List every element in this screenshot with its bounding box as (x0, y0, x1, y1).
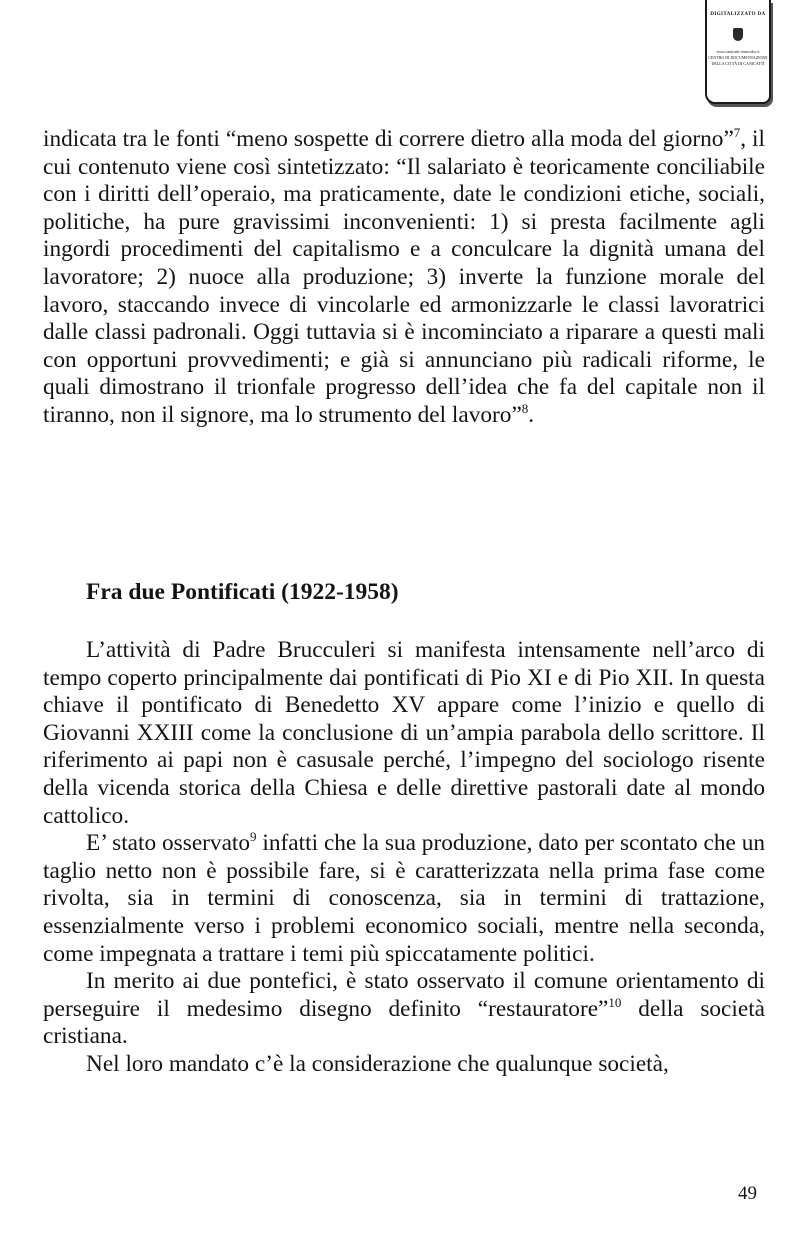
paragraph (43, 968, 765, 1051)
digitization-stamp (705, 0, 771, 104)
stamp-center-name: CENTRO DI DOCUMENTAZIONE (708, 55, 768, 60)
section-heading: Fra due Pontificati (1922-1958) (86, 579, 399, 605)
paragraph-text: In merito ai due pontefici, è stato osservato il comune orientamento di perseguire il medesimo disegno definito “restauratore” (43, 968, 765, 1022)
footnote-ref-7: 7 (733, 125, 741, 141)
section-body (43, 637, 765, 1079)
paragraph: Nel loro mandato c’è la considerazione che qualunque società, (86, 1050, 669, 1077)
paragraph-text: E’ stato osservato (86, 830, 251, 857)
paragraph (43, 830, 765, 968)
paragraph: L’attività di Padre Brucculeri si manifesta intensamente nell’arco di tempo coperto principalmente dai pontificati di Pio XI e di Pio XII. In questa chiave il pontificato di Benedetto XV appare come l’inizio e quello di Giovanni XXIII come la conclusione di un’ampia parabola dello scrittore. Il riferimento ai papi non è casusale perché, l’impegno del sociologo risente della vicenda storica della Chiesa e delle direttive pastorali date al mondo cattolico. (43, 637, 765, 829)
stamp-website: www.canicatti-centrodoc.it (716, 49, 760, 54)
paragraph-text: infatti che la sua produzione, dato per scontato che un taglio netto non è possibile fare, si è caratterizzata nella prima fase come rivolta, sia in termini di conoscenza, sia in termini di trattazione, essenzialmente verso i problemi economico sociali, mentre nella seconda, come impegnata a trattare i temi più spiccatamente politici. (43, 830, 765, 967)
paragraph-continuation (43, 126, 765, 430)
paragraph-text: della società cristiana. (43, 995, 766, 1050)
city-crest-icon (733, 28, 743, 41)
footnote-ref-8: 8 (521, 401, 529, 417)
paragraph-text: . (528, 401, 535, 428)
stamp-city: DELLA CITTÀ DI CANICATTÌ (711, 61, 765, 66)
stamp-header: DIGITALIZZATO DA (710, 12, 766, 17)
paragraph-text: indicata tra le fonti “meno sospette di correre dietro alla moda del giorno” (43, 126, 734, 152)
footnote-ref-9: 9 (250, 829, 257, 845)
paragraph-text: , il cui contenuto viene così sintetizzato: “Il salariato è teoricamente conciliabile con i diritti dell’operaio, ma praticamente, date le condizioni etiche, sociali, politiche, ha pure gravissimi inconvenienti: 1) si presta facilmente agli ingordi procedimenti del capitalismo e a conculcare la dignità umana del lavoratore; 2) nuoce alla produzione; 3) inverte la funzione morale del lavoro, staccando invece di vincolarle ed armonizzarle le classi lavoratrici dalle classi padronali. Oggi tuttavia si è incominciato a riparare a questi mali con opportuni provvedimenti; e già si annunciano più radicali riforme, le quali dimostrano il trionfale progresso dell’idea che fa del capitale non il tiranno, non il signore, ma lo strumento del lavoro” (43, 126, 765, 428)
page-number: 49 (738, 1183, 757, 1204)
footnote-ref-10: 10 (608, 994, 622, 1010)
